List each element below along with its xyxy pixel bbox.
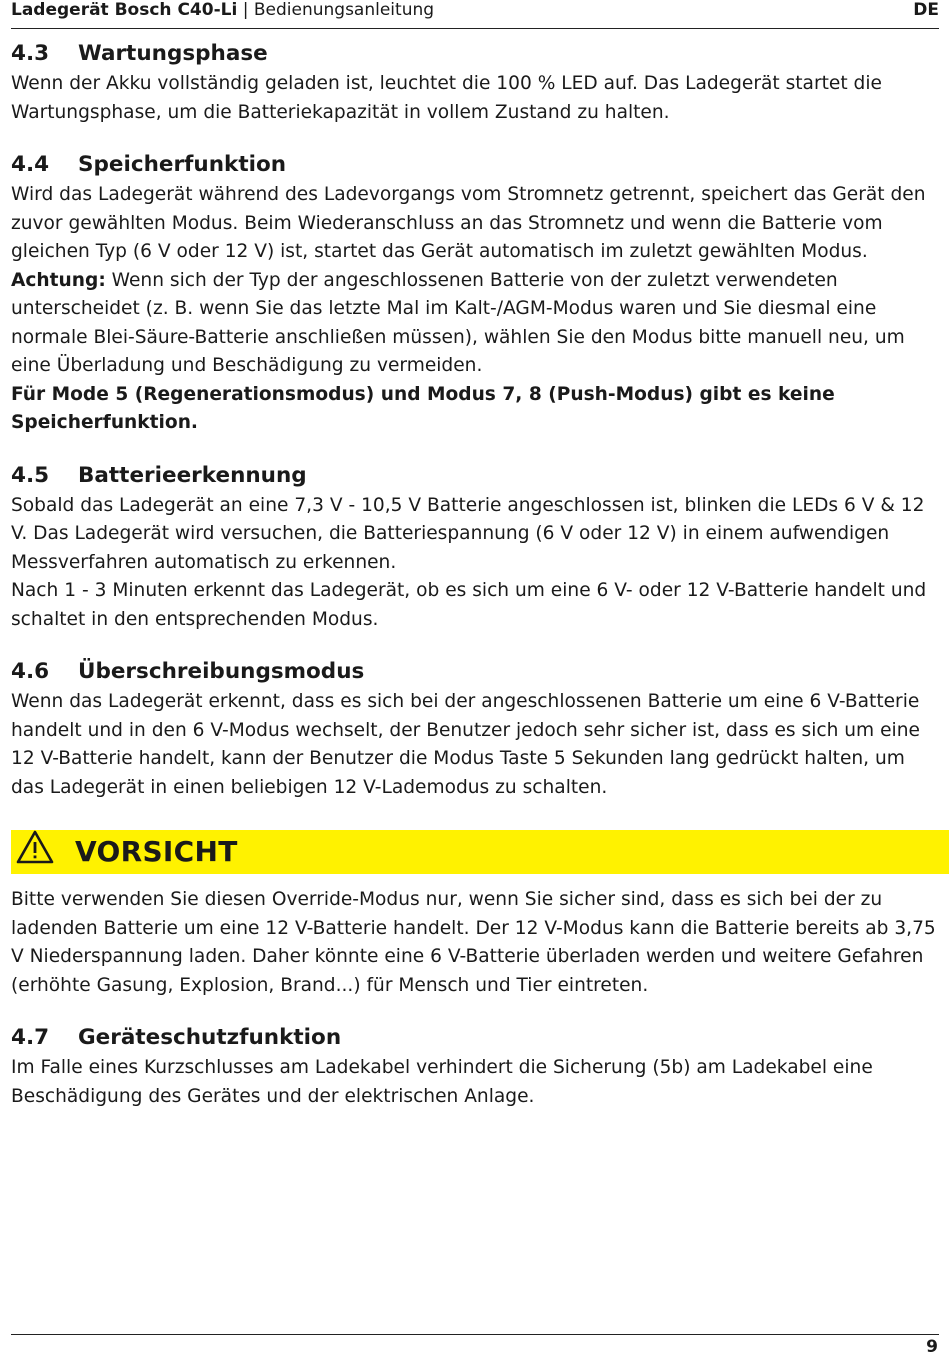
section-text: Sobald das Ladegerät an eine 7,3 V - 10,5 V Batterie angeschlossen ist, blinken die LEDs 6 V & 12 V. Das Ladegerät wird versuchen, die Batteriespannung (6 V oder 12 V) in einem aufwendigen Messverfahren automatisch zu erkennen.: [11, 494, 925, 573]
section-heading: [11, 1022, 941, 1054]
section-title: Geräteschutzfunktion: [78, 1025, 342, 1050]
page-header: [11, 0, 939, 29]
section-title: Batterieerkennung: [78, 462, 307, 488]
section-4-6: [11, 656, 941, 802]
document-title: [11, 0, 434, 20]
bold-note: Für Mode 5 (Regenerationsmodus) und Modus 7, 8 (Push-Modus) gibt es keine Speicherfunktion.: [11, 383, 835, 433]
caution-banner: [11, 830, 949, 874]
section-4-7: [11, 1022, 941, 1111]
section-number: 4.3: [11, 41, 50, 66]
caution-section: [11, 886, 941, 1000]
section-heading: [11, 149, 941, 181]
product-name: Ladegerät Bosch C40-Li: [11, 0, 238, 20]
section-number: 4.5: [11, 462, 50, 488]
section-number: 4.4: [11, 152, 50, 177]
document-type: Bedienungsanleitung: [253, 0, 435, 20]
warning-triangle-icon: [15, 829, 55, 875]
section-heading: [11, 460, 941, 492]
section-title: Wartungsphase: [78, 41, 268, 66]
attention-paragraph: [11, 267, 941, 381]
section-text: Im Falle eines Kurzschlusses am Ladekabel verhindert die Sicherung (5b) am Ladekabel eine Beschädigung des Gerätes und der elektrischen Anlage.: [11, 1057, 873, 1107]
section-4-4: [11, 149, 941, 438]
caution-title: VORSICHT: [75, 834, 238, 868]
page-number: 9: [926, 1337, 938, 1357]
section-text: Nach 1 - 3 Minuten erkennt das Ladegerät, ob es sich um eine 6 V- oder 12 V-Batterie handelt und schaltet in den entsprechenden Modus.: [11, 580, 927, 630]
section-number: 4.7: [11, 1025, 50, 1050]
section-number: 4.6: [11, 659, 50, 684]
section-title: Überschreibungsmodus: [78, 659, 365, 684]
section-title: Speicherfunktion: [78, 152, 287, 177]
attention-text: Wenn sich der Typ der angeschlossenen Batterie von der zuletzt verwendeten unterscheidet (z. B. wenn Sie das letzte Mal im Kalt-/AGM-Modus waren und Sie diesmal eine normale Blei-Säure-Batterie anschließen müssen), wählen Sie den Modus bitte manuell neu, um eine Überladung und Beschädigung zu vermeiden.: [11, 269, 905, 376]
section-4-5: [11, 460, 941, 635]
section-text: Wird das Ladegerät während des Ladevorgangs vom Stromnetz getrennt, speichert das Gerät den zuvor gewählten Modus. Beim Wiederanschluss an das Stromnetz und wenn die Batterie vom gleichen Typ (6 V oder 12 V) ist, startet das Gerät automatisch im zuletzt gewählten Modus.: [11, 184, 926, 262]
section-text: Wenn das Ladegerät erkennt, dass es sich bei der angeschlossenen Batterie um eine 6 V-Batterie handelt und in den 6 V-Modus wechselt, der Benutzer jedoch sehr sicher ist, dass es sich um eine 12 V-Batterie handelt, kann der Benutzer die Modus Taste 5 Sekunden lang gedrückt halten, um das Ladegerät in einen beliebigen 12 V-Lademodus zu schalten.: [11, 691, 920, 798]
page-content: [11, 38, 941, 1111]
language-code: DE: [913, 0, 939, 20]
attention-label: Achtung:: [11, 269, 106, 291]
header-separator: |: [242, 0, 249, 20]
section-heading: [11, 38, 941, 70]
footer-divider: [11, 1334, 939, 1335]
section-heading: [11, 656, 941, 688]
section-4-3: [11, 38, 941, 127]
section-text: Wenn der Akku vollständig geladen ist, leuchtet die 100 % LED auf. Das Ladegerät startet die Wartungsphase, um die Batteriekapazität in vollem Zustand zu halten.: [11, 73, 882, 123]
caution-text: Bitte verwenden Sie diesen Override-Modus nur, wenn Sie sicher sind, dass es sich bei der zu ladenden Batterie um eine 12 V-Batterie handelt. Der 12 V-Modus kann die Batterie bereits ab 3,75 V Niederspannung laden. Daher könnte eine 6 V-Batterie überladen werden und weitere Gefahren (erhöhte Gasung, Explosion, Brand...) für Mensch und Tier eintreten.: [11, 889, 936, 996]
